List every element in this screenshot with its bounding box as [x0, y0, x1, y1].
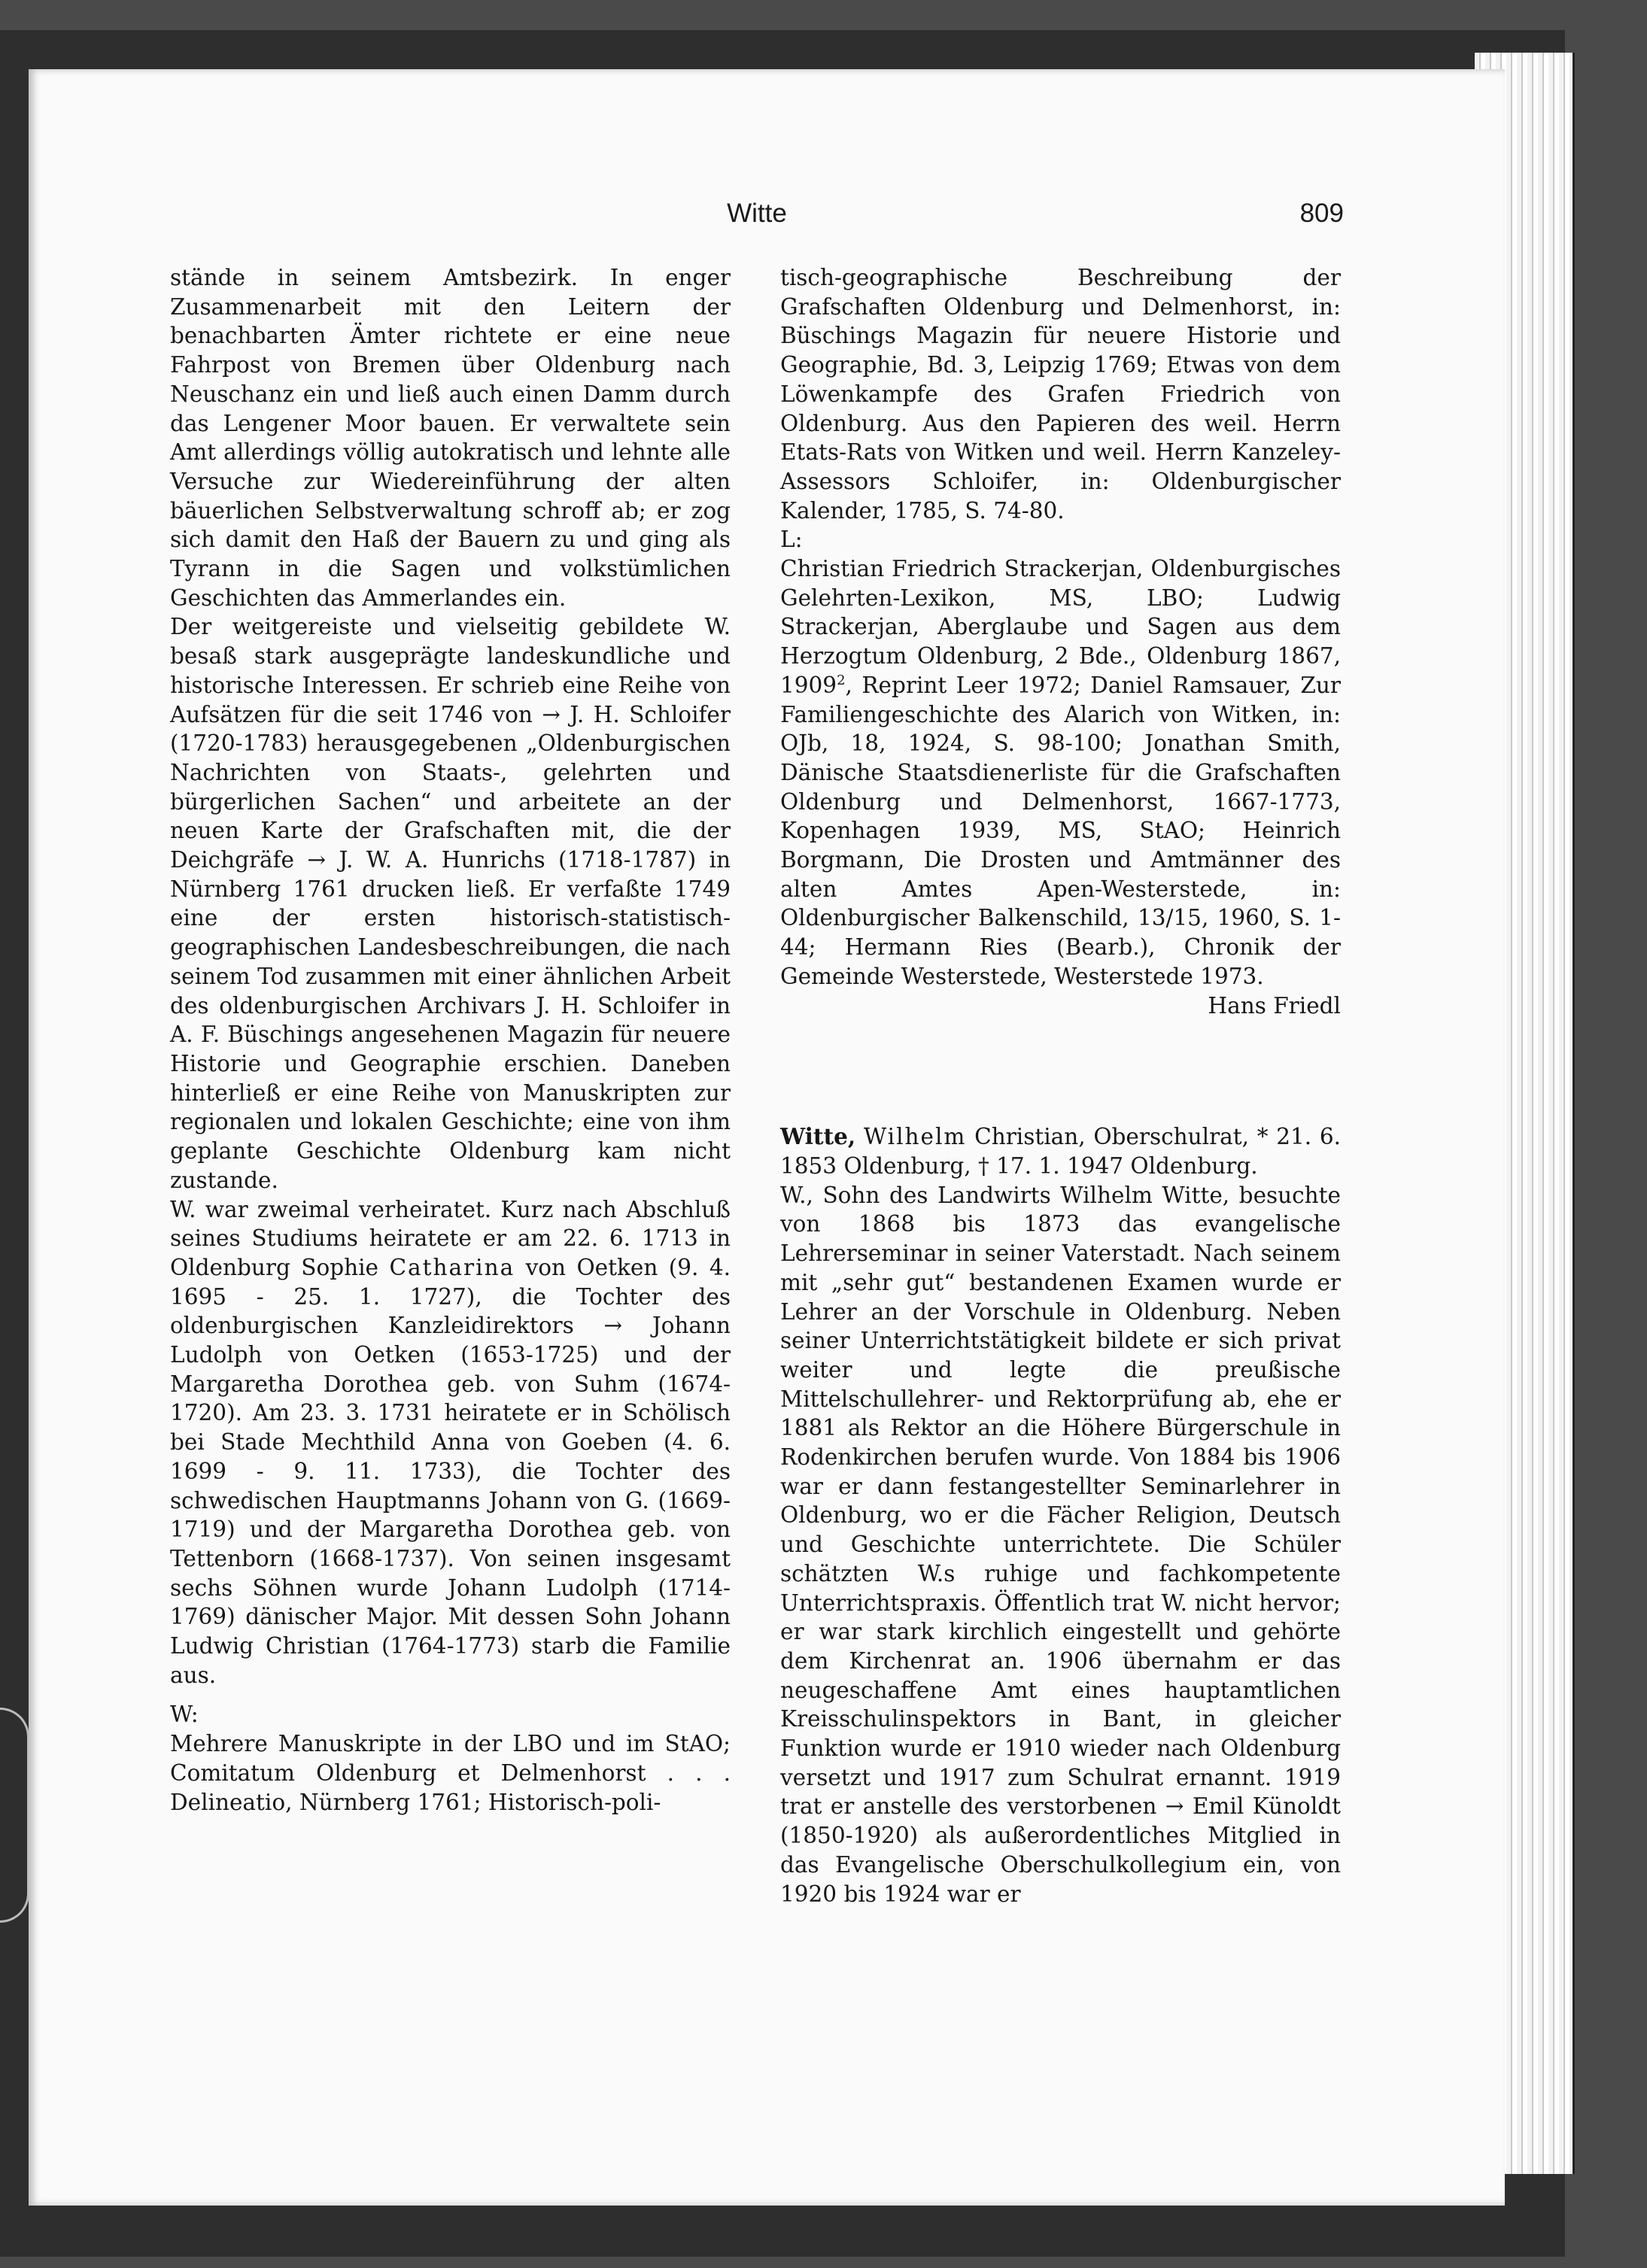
literature-label: L:	[780, 527, 803, 553]
right-column	[780, 263, 1341, 1908]
entry-details: Christian, Oberschulrat, * 21. 6. 1853 Oldenburg, † 17. 1. 1947 Oldenburg.	[780, 1124, 1341, 1179]
marriage-text-a: W. war zweimal verheiratet. Kurz nach Abschluß seines Studiums heiratete er am 22. 6. 1713 in Oldenburg Sophie	[170, 1196, 731, 1280]
literature-text-b: , Reprint Leer 1972; Daniel Ramsauer, Zur Familiengeschichte des Alarich von Witken, in: OJb, 18, 1924, S. 98-100; Jonathan Smith, Dänische Staatsdienerliste für die Grafschaften Oldenburg und Delmenhorst, 1667-1773, Kopenhagen 1939, MS, StAO; Heinrich Borgmann, Die Drosten und Amtmänner des alten Amtes Apen-Westerstede, in: Oldenburgischer Balkenschild, 13/15, 1960, S. 1-44; Hermann Ries (Bearb.), Chronik der Gemeinde Westerstede, Westerstede 1973.	[780, 672, 1341, 989]
entry-biography: W., Sohn des Landwirts Wilhelm Witte, besuchte von 1868 bis 1873 das evangelische Lehrerseminar in seiner Vaterstadt. Nach seinem mit „sehr gut“ bestandenen Examen wurde er Lehrer an der Vorschule in Oldenburg. Neben seiner Unterrichtstätigkeit bildete er sich privat weiter und legte die preußische Mittelschullehrer- und Rektorprüfung ab, ehe er 1881 als Rektor an die Höhere Bürgerschule in Rodenkirchen berufen wurde. Von 1884 bis 1906 war er dann festangestellter Seminarlehrer in Oldenburg, wo er die Fächer Religion, Deutsch und Geschichte unterrichtete. Die Schüler schätzten W.s ruhige und fachkompetente Unterrichtspraxis. Öffentlich trat W. nicht hervor; er war stark kirchlich eingestellt und gehörte dem Kirchenrat an. 1906 übernahm er das neugeschaffene Amt eines hauptamtlichen Kreisschulinspektors in Bant, in gleicher Funktion wurde er 1910 wieder nach Oldenburg versetzt und 1917 zum Schulrat ernannt. 1919 trat er anstelle des verstorbenen → Emil Künoldt (1850-1920) als außerordentliches Mitglied in das Evangelische Oberschulkollegium ein, von 1920 bis 1924 war er	[780, 1182, 1341, 1907]
works-label: W:	[170, 1702, 199, 1728]
page-number: 809	[1299, 199, 1344, 228]
entry-given-name: Wilhelm	[863, 1124, 967, 1150]
page-header	[170, 199, 1344, 244]
running-title: Witte	[727, 199, 787, 228]
works-list: Mehrere Manuskripte in der LBO und im StAO; Comitatum Oldenburg et Delmenhorst . . . Delineatio, Nürnberg 1761; Historisch-poli-	[170, 1731, 731, 1815]
literature-list	[780, 554, 1341, 991]
spaced-name: Catharina	[389, 1254, 515, 1280]
left-column	[170, 263, 731, 1817]
paragraph-interests: Der weitgereiste und vielseitig gebildete W. besaß stark ausgeprägte landeskundliche und historische Interessen. Er schrieb eine Reihe von Aufsätzen für die seit 1746 von → J. H. Schloifer (1720-1783) herausgegebenen „Oldenburgischen Nachrichten von Staats-, gelehrten und bürgerlichen Sachen“ und arbeitete an der neuen Karte der Grafschaften mit, die der Deichgräfe → J. W. A. Hunrichs (1718-1787) in Nürnberg 1761 drucken ließ. Er verfaßte 1749 eine der ersten historisch-statistisch-geographischen Landesbeschreibungen, die nach seinem Tod zusammen mit einer ähnlichen Arbeit des oldenburgischen Archivars J. H. Schloifer in A. F. Büschings angesehenen Magazin für neuere Historie und Geographie erschien. Daneben hinterließ er eine Reihe von Manuskripten zur regionalen und lokalen Geschichte; eine von ihm geplante Geschichte Oldenburg kam nicht zustande.	[170, 614, 731, 1193]
binding-clip	[0, 1708, 29, 1923]
edition-superscript: 2	[837, 673, 846, 689]
works-list-continued: tisch-geographische Beschreibung der Grafschaften Oldenburg und Delmenhorst, in: Büschings Magazin für neuere Historie und Geographie, Bd. 3, Leipzig 1769; Etwas von dem Löwenkampfe des Grafen Friedrich von Oldenburg. Aus den Papieren des weil. Herrn Etats-Rats von Witken und weil. Herrn Kanzeley-Assessors Schloifer, in: Oldenburgischer Kalender, 1785, S. 74-80.	[780, 265, 1341, 524]
entry-surname: Witte,	[780, 1123, 856, 1150]
paragraph-marriages	[170, 1195, 731, 1690]
entry-heading	[780, 1122, 1341, 1180]
paragraph-administration: stände in seinem Amtsbezirk. In enger Zusammenarbeit mit den Leitern der benachbarten Ämter richtete er eine neue Fahrpost von Bremen über Oldenburg nach Neuschanz ein und ließ auch einen Damm durch das Lengener Moor bauen. Er verwaltete sein Amt allerdings völlig autokratisch und lehnte alle Versuche zur Wiedereinführung der alten bäuerlichen Selbstverwaltung schroff ab; er zog sich damit den Haß der Bauern zu und ging als Tyrann in die Sagen und volkstümlichen Geschichten das Ammerlandes ein.	[170, 265, 731, 611]
marriage-text-b: von Oetken (9. 4. 1695 - 25. 1. 1727), die Tochter des oldenburgischen Kanzleidirektors → Johann Ludolph von Oetken (1653-1725) und der Margaretha Dorothea geb. von Suhm (1674-1720). Am 23. 3. 1731 heiratete er in Schölisch bei Stade Mechthild Anna von Goeben (4. 6. 1699 - 9. 11. 1733), die Tochter des schwedischen Hauptmanns Johann von G. (1669-1719) und der Margaretha Dorothea geb. von Tettenborn (1668-1737). Von seinen insgesamt sechs Söhnen wurde Johann Ludolph (1714-1769) dänischer Major. Mit dessen Sohn Johann Ludwig Christian (1764-1773) starb die Familie aus.	[170, 1254, 731, 1688]
author-signature: Hans Friedl	[1208, 992, 1341, 1019]
literature-text-a: Christian Friedrich Strackerjan, Oldenburgisches Gelehrten-Lexikon, MS, LBO; Ludwig Strackerjan, Aberglaube und Sagen aus dem Herzogtum Oldenburg, 2 Bde., Oldenburg 1867, 1909	[780, 556, 1341, 698]
